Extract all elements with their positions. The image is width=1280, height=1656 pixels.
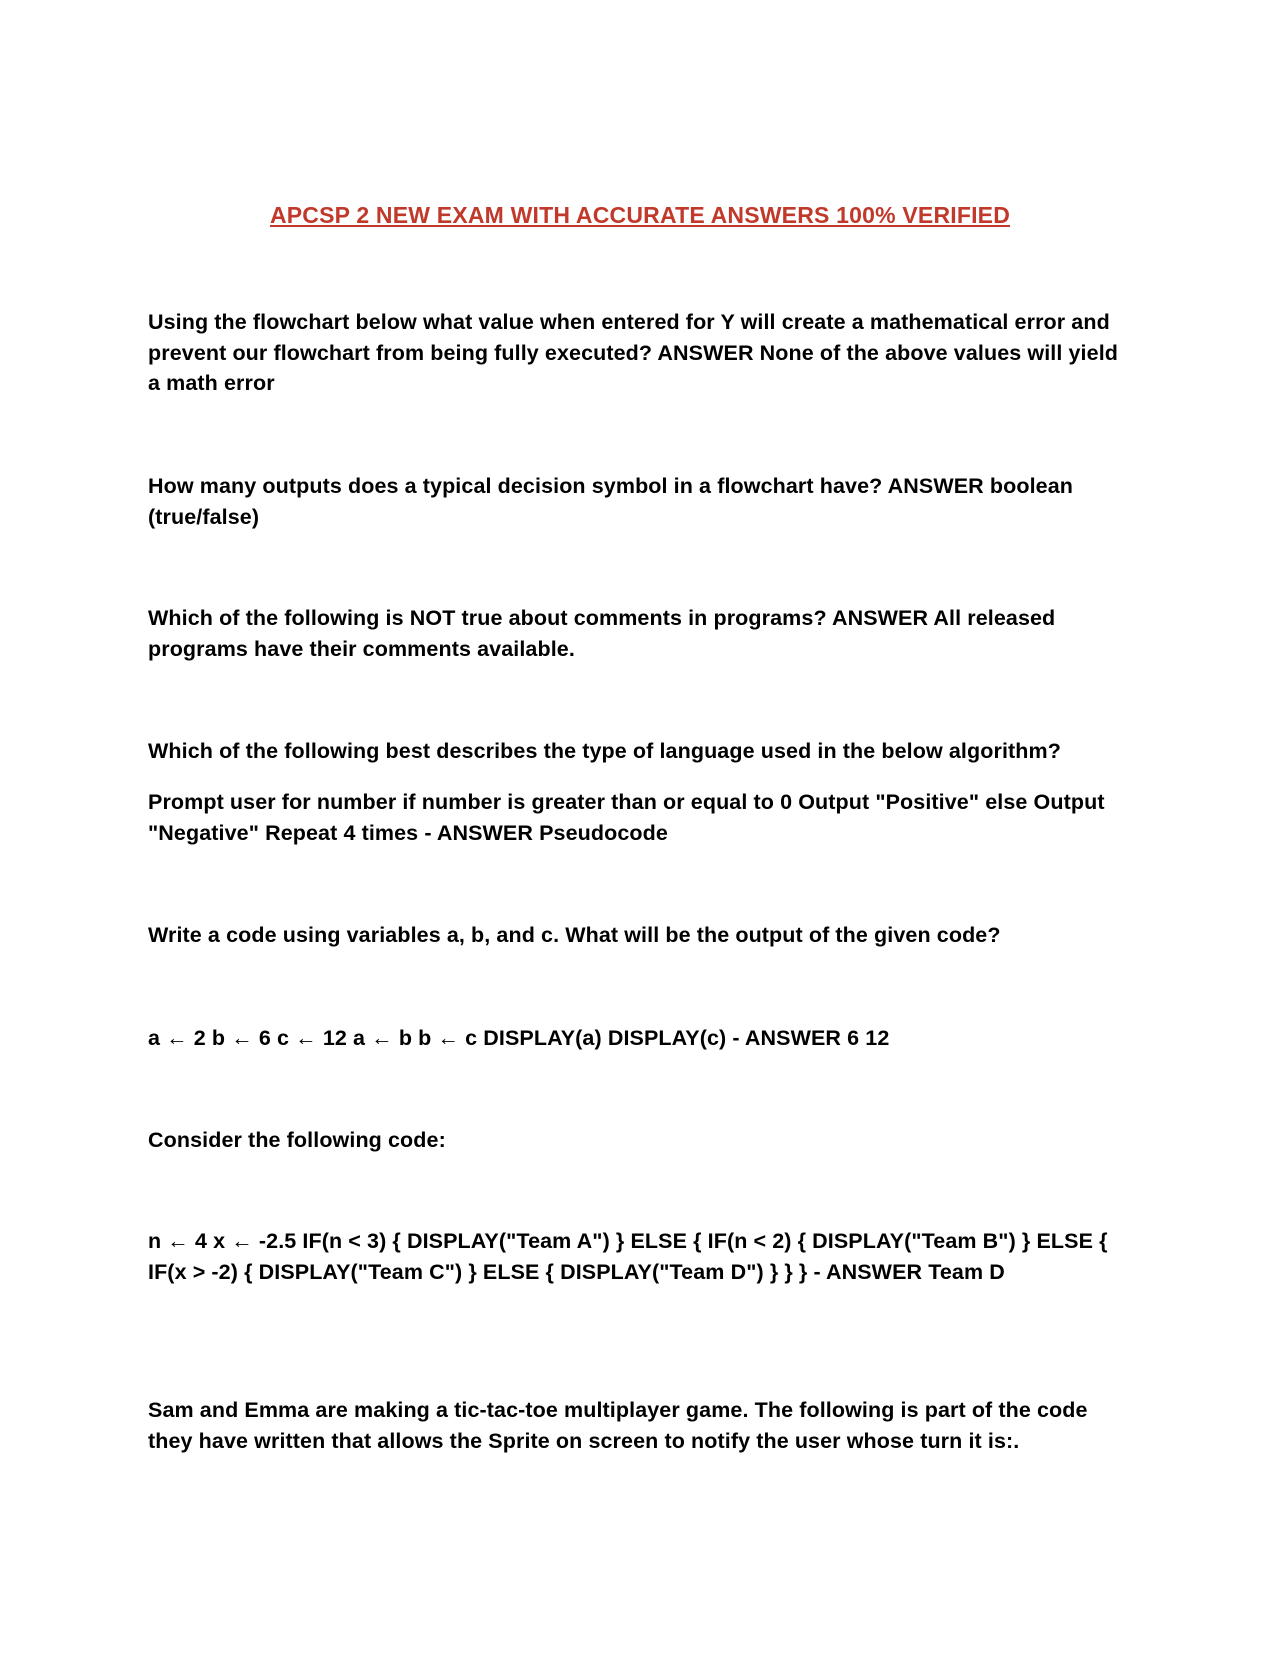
question-language-type: Which of the following best describes the type of language used in the below algorithm? — [148, 739, 1061, 763]
code-variables-answer: a ← 2 b ← 6 c ← 12 a ← b b ← c DISPLAY(a) DISPLAY(c) - ANSWER 6 12 — [148, 1026, 890, 1050]
document-title: APCSP 2 NEW EXAM WITH ACCURATE ANSWERS 100% VERIFIED — [269, 202, 1011, 228]
algorithm-pseudocode-answer: Prompt user for number if number is greater than or equal to 0 Output "Positive" else Output "Negative" Repeat 4 times - ANSWER Pseudocode — [148, 790, 1105, 845]
question-decision-symbol-outputs: How many outputs does a typical decision symbol in a flowchart have? ANSWER boolean (true/false) — [148, 474, 1073, 529]
code-team-answer: n ← 4 x ← -2.5 IF(n < 3) { DISPLAY("Team A") } ELSE { IF(n < 2) { DISPLAY("Team B") } ELSE { IF(x > -2) { DISPLAY("Team C") } ELSE { DISPLAY("Team D") } } } - ANSWER Team D — [148, 1229, 1108, 1284]
question-tic-tac-toe: Sam and Emma are making a tic-tac-toe multiplayer game. The following is part of the code they have written that allows the Sprite on screen to notify the user whose turn it is:. — [148, 1398, 1088, 1453]
question-variables-abc: Write a code using variables a, b, and c. What will be the output of the given code? — [148, 923, 1001, 947]
question-flowchart-math-error: Using the flowchart below what value when entered for Y will create a mathematical error and prevent our flowchart from being fully executed? ANSWER None of the above values will yield a math error — [148, 310, 1118, 395]
question-comments-in-programs: Which of the following is NOT true about comments in programs? ANSWER All released programs have their comments available. — [148, 606, 1056, 661]
question-consider-code: Consider the following code: — [148, 1128, 446, 1152]
